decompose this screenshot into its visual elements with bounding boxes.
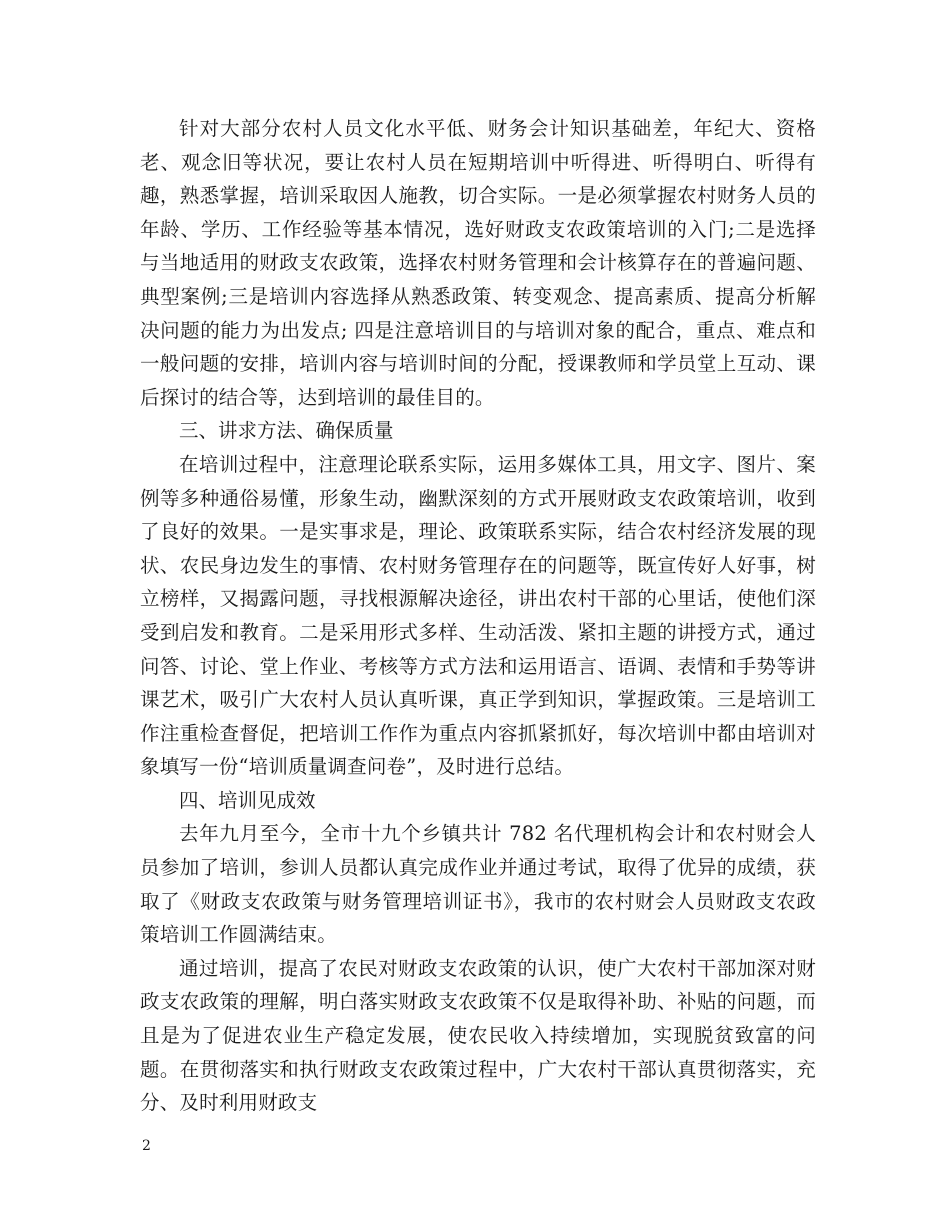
page-number: 2 — [142, 1138, 151, 1154]
paragraph-training-content: 针对大部分农村人员文化水平低、财务会计知识基础差，年纪大、资格老、观念旧等状况，要让农村人员在短期培训中听得进、听得明白、听得有趣，熟悉掌握，培训采取因人施教，切合实际。一是必须掌握农村财务人员的年龄、学历、工作经验等基本情况，选好财政支农政策培训的入门;二是选择与当地适用的财政支农政策，选择农村财务管理和会计核算存在的普遍问题、典型案例;三是培训内容选择从熟悉政策、转变观念、提高素质、提高分析解决问题的能力为出发点; 四是注意培训目的与培训对象的配合，重点、难点和一般问题的安排，培训内容与培训时间的分配，授课教师和学员堂上互动、课后探讨的结合等，达到培训的最佳目的。 — [140, 117, 816, 409]
section-heading-methods: 三、讲求方法、确保质量 — [179, 419, 394, 443]
paragraph-training-results: 去年九月至今，全市十九个乡镇共计 782 名代理机构会计和农村财会人员参加了培训，参训人员都认真完成作业并通过考试，取得了优异的成绩，获取了《财政支农政策与财务管理培训证书》，我市的农村财会人员财政支农政策培训工作圆满结束。 — [140, 822, 816, 947]
paragraph-training-methods: 在培训过程中，注意理论联系实际，运用多媒体工具，用文字、图片、案例等多种通俗易懂，形象生动，幽默深刻的方式开展财政支农政策培训，收到了良好的效果。一是实事求是，理论、政策联系实际，结合农村经济发展的现状、农民身边发生的事情、农村财务管理存在的问题等，既宣传好人好事，树立榜样，又揭露问题，寻找根源解决途径，讲出农村干部的心里话，使他们深受到启发和教育。二是采用形式多样、生动活泼、紧扣主题的讲授方式，通过问答、讨论、堂上作业、考核等方式方法和运用语言、语调、表情和手势等讲课艺术，吸引广大农村人员认真听课，真正学到知识，掌握政策。三是培训工作注重检查督促，把培训工作作为重点内容抓紧抓好，每次培训中都由培训对象填写一份“培训质量调查问卷”，及时进行总结。 — [140, 452, 816, 779]
section-heading-results: 四、培训见成效 — [179, 788, 316, 812]
paragraph-training-impact: 通过培训，提高了农民对财政支农政策的认识，使广大农村干部加深对财政支农政策的理解，明白落实财政支农政策不仅是取得补助、补贴的问题，而且是为了促进农业生产稳定发展，使农民收入持续增加，实现脱贫致富的问题。在贯彻落实和执行财政支农政策过程中，广大农村干部认真贯彻落实，充分、及时利用财政支 — [140, 956, 816, 1115]
document-body — [140, 112, 816, 1120]
